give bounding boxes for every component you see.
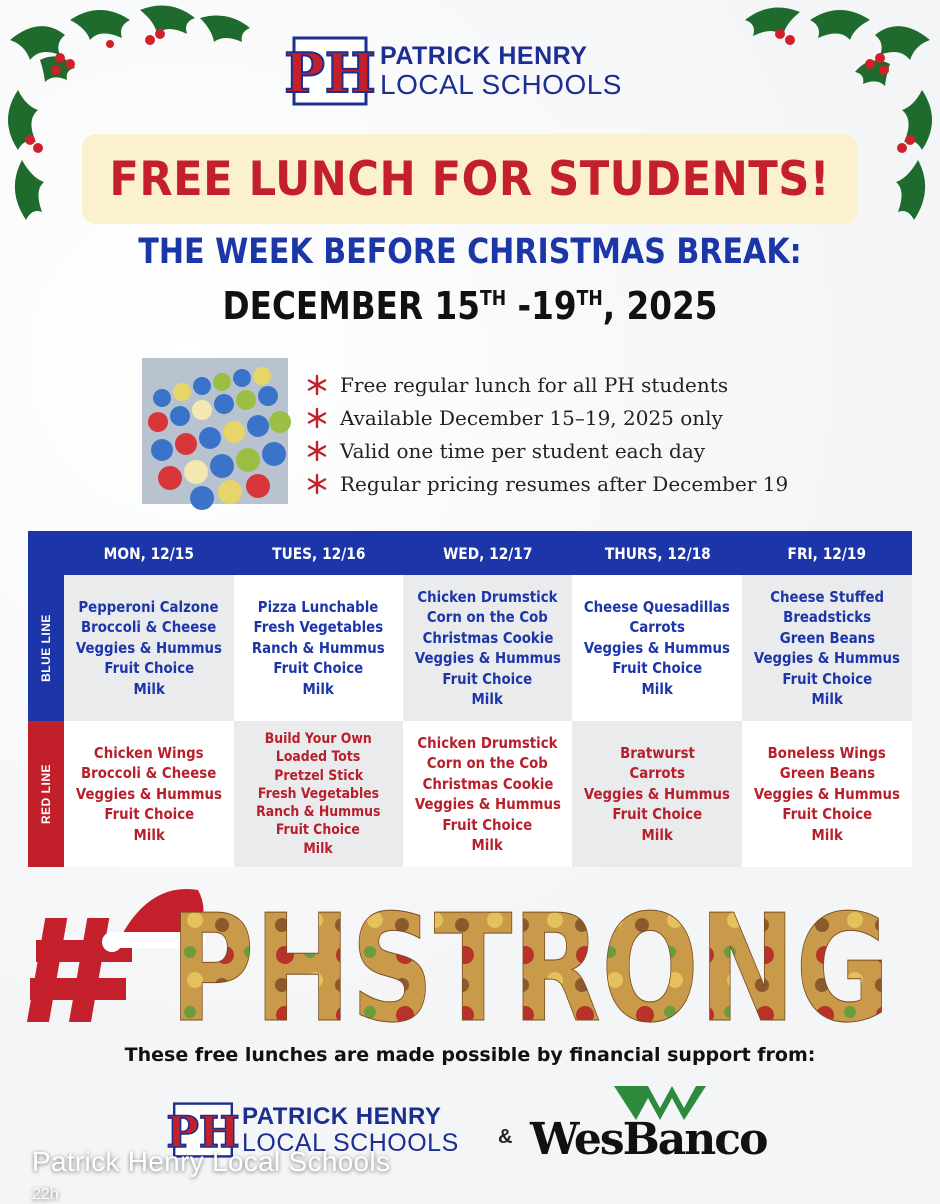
menu-item: Chicken Wings [94,743,204,762]
menu-item: Chicken Drumstick [417,733,558,752]
menu-table [28,531,912,867]
menu-item: Veggies & Hummus [75,638,222,657]
menu-item: Milk [811,825,843,844]
svg-text:PH: PH [284,41,376,105]
menu-item: Fresh Vegetables [257,785,379,802]
menu-item: Fruit Choice [782,669,873,688]
blue-line-label: BLUE LINE [39,614,53,682]
blue-line-cell [742,575,912,721]
menu-item: Green Beans [779,628,875,647]
menu-item: Milk [302,679,334,698]
day-header: THURS, 12/18 [604,543,711,563]
day-header: MON, 12/15 [103,543,194,563]
list-item: Regular pricing resumes after December 19 [306,467,788,500]
day-header: WED, 12/17 [443,543,533,563]
support-note: These free lunches are made possible by financial support from: [124,1044,816,1066]
ph-logo-icon [284,36,376,106]
red-line-cell [64,721,234,867]
menu-item: Fruit Choice [442,669,533,688]
menu-item: Fruit Choice [103,805,194,824]
menu-item: Pepperoni Calzone [78,597,219,616]
logo-line2: LOCAL SCHOOLS [380,68,622,100]
blue-line-cell [64,575,234,721]
menu-item: Fruit Choice [782,805,873,824]
benefits-list [306,368,788,500]
menu-item: Veggies & Hummus [754,649,901,667]
ampersand: & [498,1126,513,1148]
red-line-label: RED LINE [39,763,54,825]
logo-line2: LOCAL SCHOOLS [242,1128,459,1157]
day-header: FRI, 12/19 [787,543,867,563]
headline-banner [82,134,858,224]
menu-item: Milk [811,690,843,708]
red-line-cell [234,721,403,867]
red-line-cell [742,721,912,867]
menu-item: Veggies & Hummus [584,784,731,803]
menu-item: Bratwurst [619,743,695,762]
menu-item: Milk [641,679,673,698]
menu-item: Chicken Drumstick [417,587,558,606]
menu-item: Veggies & Hummus [754,784,901,803]
logo-line1: PATRICK HENRY [242,1102,442,1130]
menu-item: Ranch & Hummus [256,804,381,821]
hashtag-text: PHSTRONG [170,883,890,1055]
menu-item: Broccoli & Cheese [81,618,217,637]
headline: FREE LUNCH FOR STUDENTS! [109,151,831,207]
subtitle: THE WEEK BEFORE CHRISTMAS BREAK: [138,232,802,272]
list-item: Free regular lunch for all PH students [306,368,788,401]
menu-grid [64,575,912,867]
red-line-cell [572,721,742,867]
menu-item: Milk [471,836,504,854]
list-item: Available December 15–19, 2025 only [306,401,788,434]
menu-item: Cheese Quesadillas [584,597,731,616]
menu-item: Loaded Tots [276,749,361,766]
logo-line1: PATRICK HENRY [380,41,588,70]
menu-item: Carrots [629,618,686,637]
date-range: DECEMBER 15TH -19TH, 2025 [222,284,718,328]
school-logo [284,36,622,106]
menu-item: Pretzel Stick [273,767,363,784]
menu-item: Milk [641,825,673,844]
menu-item: Veggies & Hummus [75,784,222,803]
menu-item: Fresh Vegetables [253,618,384,637]
menu-item: Ranch & Hummus [251,638,385,657]
menu-item: Fruit Choice [612,805,703,824]
snowflake-icon [306,374,328,396]
menu-item: Fruit Choice [276,822,361,839]
menu-item: Fruit Choice [442,815,533,834]
blue-line-cell [234,575,403,721]
blue-line-cell [572,575,742,721]
menu-item: Milk [133,679,165,698]
menu-item: Veggies & Hummus [414,649,561,667]
day-header-row [64,531,912,575]
menu-item: Corn on the Cob [427,754,549,772]
menu-item: Build Your Own [264,730,372,747]
svg-text:PH: PH [166,1106,240,1158]
wesbanco-name: WesBanco [530,1114,767,1165]
menu-item: Fruit Choice [273,659,364,678]
menu-item: Christmas Cookie [422,774,553,793]
snowflake-icon [306,473,328,495]
menu-item: Fruit Choice [612,659,703,678]
menu-item: Veggies & Hummus [414,795,561,813]
menu-item: Milk [303,840,333,857]
menu-item: Christmas Cookie [422,628,553,647]
menu-item: Veggies & Hummus [584,638,731,657]
menu-item: Corn on the Cob [427,608,549,626]
snowflake-icon [306,407,328,429]
menu-item: Green Beans [779,764,875,783]
day-header: TUES, 12/16 [271,543,365,563]
menu-item: Breadsticks [783,608,872,626]
menu-item: Carrots [629,764,686,783]
menu-item: Milk [471,690,504,708]
menu-item: Milk [133,825,165,844]
menu-item: Cheese Stuffed [770,587,885,606]
menu-item: Boneless Wings [767,743,887,762]
list-item: Valid one time per student each day [306,434,788,467]
lunch-photo [142,358,288,504]
menu-item: Pizza Lunchable [257,597,379,616]
red-line-cell [403,721,573,867]
blue-line-cell [403,575,573,721]
snowflake-icon [306,440,328,462]
menu-item: Fruit Choice [103,659,194,678]
post-time: 22h [32,1186,59,1203]
menu-item: Broccoli & Cheese [81,764,217,783]
post-author[interactable]: Patrick Henry Local Schools [32,1146,391,1177]
